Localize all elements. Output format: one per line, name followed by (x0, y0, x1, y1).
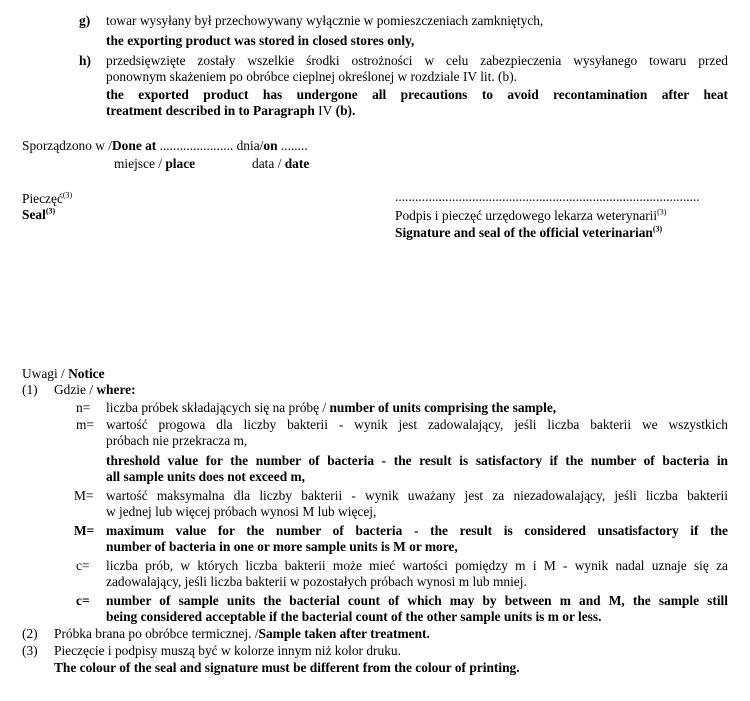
note-3-text-en: The colour of the seal and signature must be different from the colour of printing. (54, 660, 520, 675)
item-g-text-en: the exporting product was stored in closed stores only, (106, 33, 415, 48)
symbol-n: n= (76, 400, 91, 415)
definition-m-pl-1: wartość progowa dla liczby bakterii - wynik jest zadowalający, jeśli liczba bakterii we wszystkich (106, 417, 728, 432)
note-1-number: (1) (22, 382, 38, 397)
item-h-text-en-2: treatment described in to Paragraph IV (b). (106, 103, 356, 118)
item-g-marker: g) (79, 13, 91, 28)
note-3-number: (3) (22, 643, 38, 658)
definition-c-pl-2: zadowalający, jeśli liczba bakterii w pozostałych próbach wynosi m lub mniej. (106, 574, 527, 589)
item-h-marker: h) (79, 53, 91, 68)
item-g-text-pl: towar wysyłany był przechowywany wyłącznie w pomieszczeniach zamkniętych, (106, 13, 544, 28)
item-h-text-pl-1: przedsięwzięte zostały wszelkie środki ostrożności w celu zabezpieczenia wysyłanego towaru przed (106, 53, 728, 68)
note-2-text: Próbka brana po obróbce termicznej. /Sample taken after treatment. (54, 626, 430, 641)
signature-label-en: Signature and seal of the official veterinarian$^{(3)}$ (395, 224, 663, 240)
definition-c-en-2: being considered acceptable if the bacterial count of the other sample units is m or less. (106, 609, 602, 624)
symbol-M: M= (74, 488, 94, 503)
item-h-text-pl-2: ponownym skażeniem po obróbce cieplnej określonej w rozdziale IV lit. (b). (106, 69, 518, 84)
symbol-c-en: c= (76, 593, 90, 608)
definition-m-pl-2: próbach nie przekracza m, (106, 433, 248, 448)
definition-m-en-1: threshold value for the number of bacteria - the result is satisfactory if the number of bacteria in (106, 453, 728, 468)
notice-title: Uwagi / Notice (22, 366, 105, 381)
definition-M-en-1: maximum value for the number of bacteria - the result is considered unsatisfactory if the (106, 523, 728, 538)
definition-M-pl-1: wartość maksymalna dla liczby bakterii - wynik uważany jest za niezadowalający, jeśli liczba bakterii (106, 488, 728, 503)
signature-dots: ........................................................................................... (395, 189, 700, 204)
item-h-text-en-1: the exported product has undergone all precautions to avoid recontamination after heat (106, 87, 728, 102)
definition-M-pl-2: w jednej lub więcej próbach wynosi M lub więcej, (106, 504, 377, 519)
symbol-m: m= (76, 417, 94, 432)
note-1-label: Gdzie / where: (54, 382, 136, 397)
definition-M-en-2: number of bacteria in one or more sample units is M or more, (106, 539, 458, 554)
signature-label-pl: Podpis i pieczęć urzędowego lekarza weterynarii$^{(3)}$ (395, 207, 667, 223)
place-caption: miejsce / place (114, 156, 196, 171)
seal-label-en: Seal$^{(3)}$ (22, 206, 56, 222)
symbol-c: c= (76, 558, 90, 573)
note-3-text-pl: Pieczęcie i podpisy muszą być w kolorze innym niż kolor druku. (54, 643, 401, 658)
definition-n: liczba próbek składających się na próbę / number of units comprising the sample, (106, 400, 557, 415)
done-at-line: Sporządzono w /Done at ...................... dnia/on ........ (22, 138, 308, 153)
note-2-number: (2) (22, 626, 38, 641)
definition-c-en-1: number of sample units the bacterial count of which may by between m and M, the sample still (106, 593, 728, 608)
symbol-M-en: M= (74, 523, 95, 538)
seal-label-pl: Pieczęć$^{(3)}$ (22, 190, 73, 206)
definition-m-en-2: all sample units does not exceed m, (106, 469, 305, 484)
definition-c-pl-1: liczba prób, w których liczba bakterii może mieć wartości pomiędzy m i M - wynik nadal uznaje się za (106, 558, 728, 573)
date-caption: data / date (252, 156, 310, 171)
